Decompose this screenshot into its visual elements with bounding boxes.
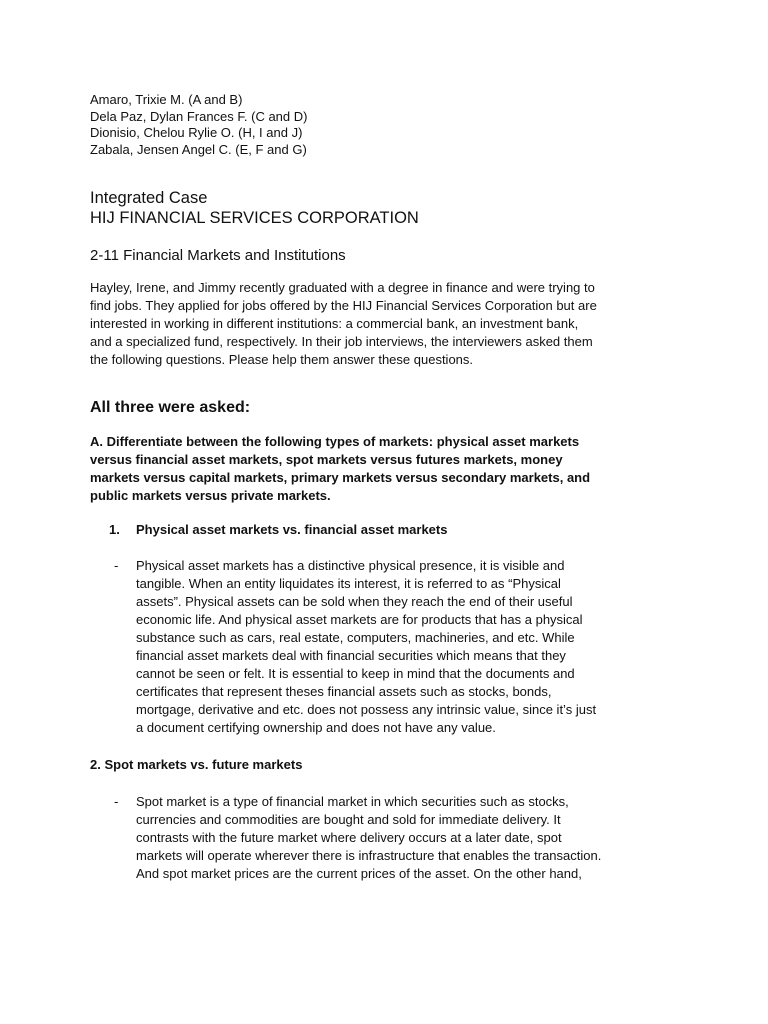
numbered-heading-2: 2. Spot markets vs. future markets bbox=[90, 757, 303, 772]
intro-line: the following questions. Please help them answer these questions. bbox=[90, 352, 474, 367]
bullet-line: cannot be seen or felt. It is essential to keep in mind that the documents and bbox=[136, 666, 575, 681]
bullet-dash: - bbox=[114, 558, 119, 573]
bullet-paragraph-physical bbox=[90, 557, 690, 737]
bullet-line: markets will operate wherever there is infrastructure that enables the transaction. bbox=[136, 848, 602, 863]
question-a-line: A. Differentiate between the following types of markets: physical asset markets bbox=[90, 434, 580, 449]
case-title-line1: Integrated Case bbox=[90, 189, 208, 207]
bullet-line: economic life. And physical asset markets are for products that has a physical bbox=[136, 612, 583, 627]
intro-line: and a specialized fund, respectively. In their job interviews, the interviewers asked them bbox=[90, 334, 593, 349]
bullet-line: Spot market is a type of financial market in which securities such as stocks, bbox=[136, 794, 569, 809]
author-line: Amaro, Trixie M. (A and B) bbox=[90, 92, 243, 107]
author-line: Zabala, Jensen Angel C. (E, F and G) bbox=[90, 141, 307, 157]
author-list bbox=[90, 92, 690, 158]
numbered-heading-1 bbox=[109, 521, 690, 539]
all-asked-heading: All three were asked: bbox=[90, 399, 251, 416]
question-a bbox=[90, 433, 690, 505]
intro-line: find jobs. They applied for jobs offered by the HIJ Financial Services Corporation but are bbox=[90, 298, 597, 313]
author-line: Dela Paz, Dylan Frances F. (C and D) bbox=[90, 108, 308, 124]
bullet-line: financial asset markets deal with financial securities which means that they bbox=[136, 648, 566, 663]
author-line: Dionisio, Chelou Rylie O. (H, I and J) bbox=[90, 125, 303, 140]
bullet-line: currencies and commodities are bought and sold for immediate delivery. It bbox=[136, 812, 561, 827]
bullet-line: substance such as cars, real estate, computers, machineries, and etc. While bbox=[136, 630, 575, 645]
bullet-line: a document certifying ownership and does not have any value. bbox=[136, 720, 496, 735]
bullet-paragraph-spot bbox=[90, 793, 690, 883]
section-title: 2-11 Financial Markets and Institutions bbox=[90, 247, 346, 264]
question-a-line: markets versus capital markets, primary markets versus secondary markets, and bbox=[90, 470, 591, 485]
question-a-line: public markets versus private markets. bbox=[90, 488, 331, 503]
case-title-line2: HIJ FINANCIAL SERVICES CORPORATION bbox=[90, 209, 419, 227]
bullet-line: Physical asset markets has a distinctive physical presence, it is visible and bbox=[136, 558, 565, 573]
numbered-heading-number: 1. bbox=[109, 522, 120, 537]
intro-line: interested in working in different institutions: a commercial bank, an investment bank, bbox=[90, 316, 579, 331]
bullet-line: mortgage, derivative and etc. does not possess any intrinsic value, since it’s just bbox=[136, 702, 597, 717]
case-title bbox=[90, 188, 690, 228]
question-a-line: versus financial asset markets, spot markets versus futures markets, money bbox=[90, 452, 563, 467]
intro-paragraph bbox=[90, 279, 690, 369]
numbered-heading-text: Physical asset markets vs. financial asset markets bbox=[136, 522, 448, 537]
bullet-line: contrasts with the future market where delivery occurs at a later date, spot bbox=[136, 830, 562, 845]
bullet-line: And spot market prices are the current prices of the asset. On the other hand, bbox=[136, 866, 582, 881]
bullet-line: tangible. When an entity liquidates its interest, it is referred to as “Physical bbox=[136, 576, 561, 591]
bullet-line: assets”. Physical assets can be sold when they reach the end of their useful bbox=[136, 594, 573, 609]
intro-line: Hayley, Irene, and Jimmy recently graduated with a degree in finance and were trying to bbox=[90, 280, 595, 295]
document-content bbox=[90, 92, 690, 883]
bullet-line: certificates that represent theses financial assets such as stocks, bonds, bbox=[136, 684, 552, 699]
bullet-dash: - bbox=[114, 794, 119, 809]
